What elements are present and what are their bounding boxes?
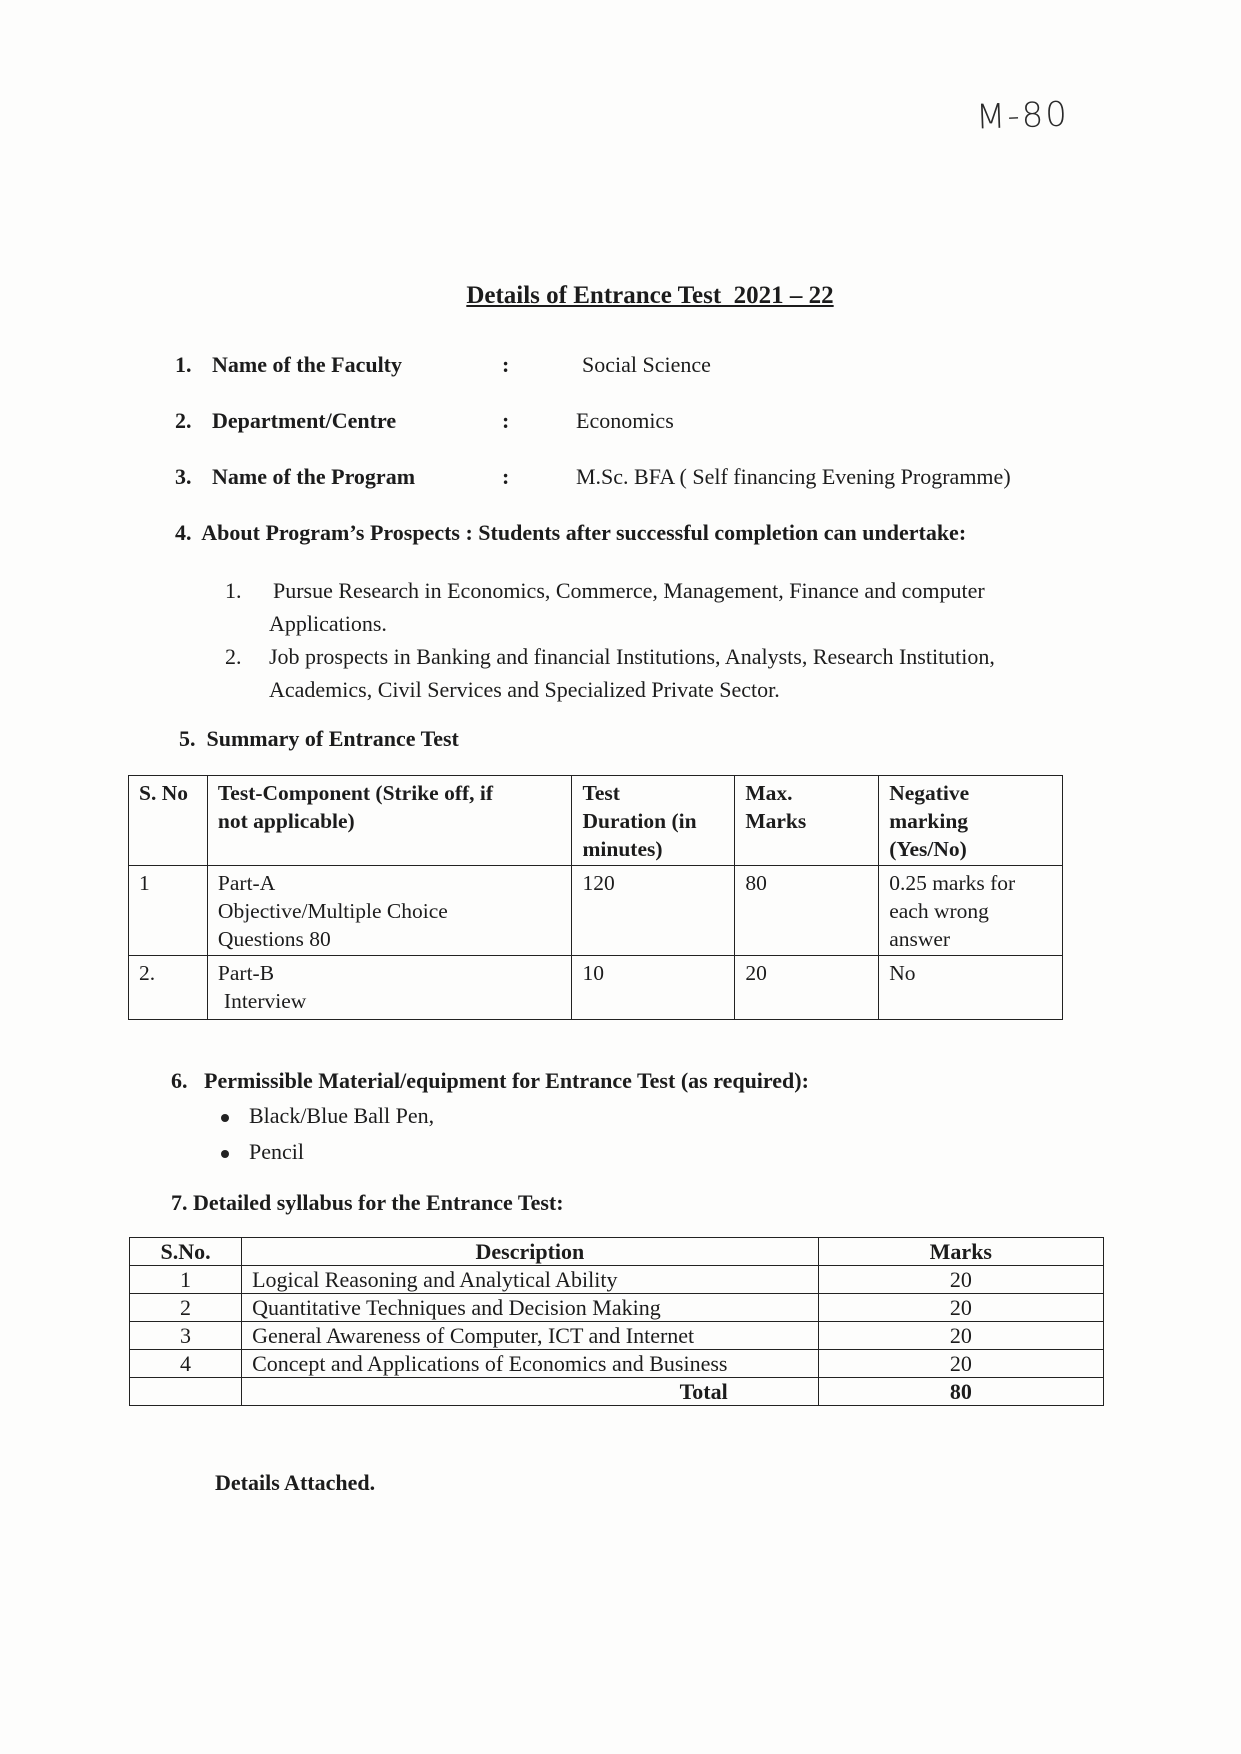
summary-heading: 5. Summary of Entrance Test bbox=[179, 726, 459, 751]
prospects-list bbox=[225, 574, 1105, 706]
header-duration: Test Duration (in minutes) bbox=[572, 776, 735, 866]
header-description: Description bbox=[242, 1238, 819, 1266]
prospects-heading: 4. About Program’s Prospects : Students after successful completion can undertake: bbox=[175, 520, 967, 545]
summary-table bbox=[128, 775, 1063, 1020]
header-sno: S.No. bbox=[130, 1238, 242, 1266]
table-row: 2. Part-B Interview 10 20 No bbox=[129, 956, 1063, 1020]
footer-note: Details Attached. bbox=[215, 1470, 376, 1495]
list-item: 2. Job prospects in Banking and financial Institutions, Analysts, Research Institution, Academics, Civil Services and Specialized Private Sector. bbox=[225, 644, 995, 702]
syllabus-table bbox=[129, 1237, 1104, 1406]
bullet-icon bbox=[221, 1150, 229, 1158]
table-row: 3 General Awareness of Computer, ICT and Internet 20 bbox=[130, 1322, 1104, 1350]
handwritten-annotation: M-80 bbox=[975, 94, 1070, 138]
table-row: 1 Part-A Objective/Multiple Choice Questions 80 120 80 0.25 marks for each wrong answer bbox=[129, 866, 1063, 956]
page-title: Details of Entrance Test 2021 – 22 bbox=[466, 282, 834, 309]
list-item: Pencil bbox=[221, 1139, 434, 1165]
header-negative-marking: Negative marking (Yes/No) bbox=[879, 776, 1063, 866]
header-sno: S. No bbox=[129, 776, 208, 866]
header-component: Test-Component (Strike off, if not applicable) bbox=[207, 776, 572, 866]
header-max-marks: Max. Marks bbox=[735, 776, 879, 866]
table-total-row: Total 80 bbox=[130, 1378, 1104, 1406]
bullet-icon bbox=[221, 1114, 229, 1122]
table-header-row bbox=[130, 1238, 1104, 1266]
table-row: 4 Concept and Applications of Economics and Business 20 bbox=[130, 1350, 1104, 1378]
list-item: 1. Pursue Research in Economics, Commerce, Management, Finance and computer Applications. bbox=[225, 578, 985, 636]
table-row: 2 Quantitative Techniques and Decision Making 20 bbox=[130, 1294, 1104, 1322]
table-header-row bbox=[129, 776, 1063, 866]
table-row: 1 Logical Reasoning and Analytical Ability 20 bbox=[130, 1266, 1104, 1294]
material-list bbox=[221, 1103, 434, 1165]
material-heading: 6. Permissible Material/equipment for Entrance Test (as required): bbox=[171, 1068, 809, 1093]
header-marks: Marks bbox=[818, 1238, 1103, 1266]
list-item: Black/Blue Ball Pen, bbox=[221, 1103, 434, 1139]
syllabus-heading: 7. Detailed syllabus for the Entrance Test: bbox=[171, 1190, 564, 1215]
